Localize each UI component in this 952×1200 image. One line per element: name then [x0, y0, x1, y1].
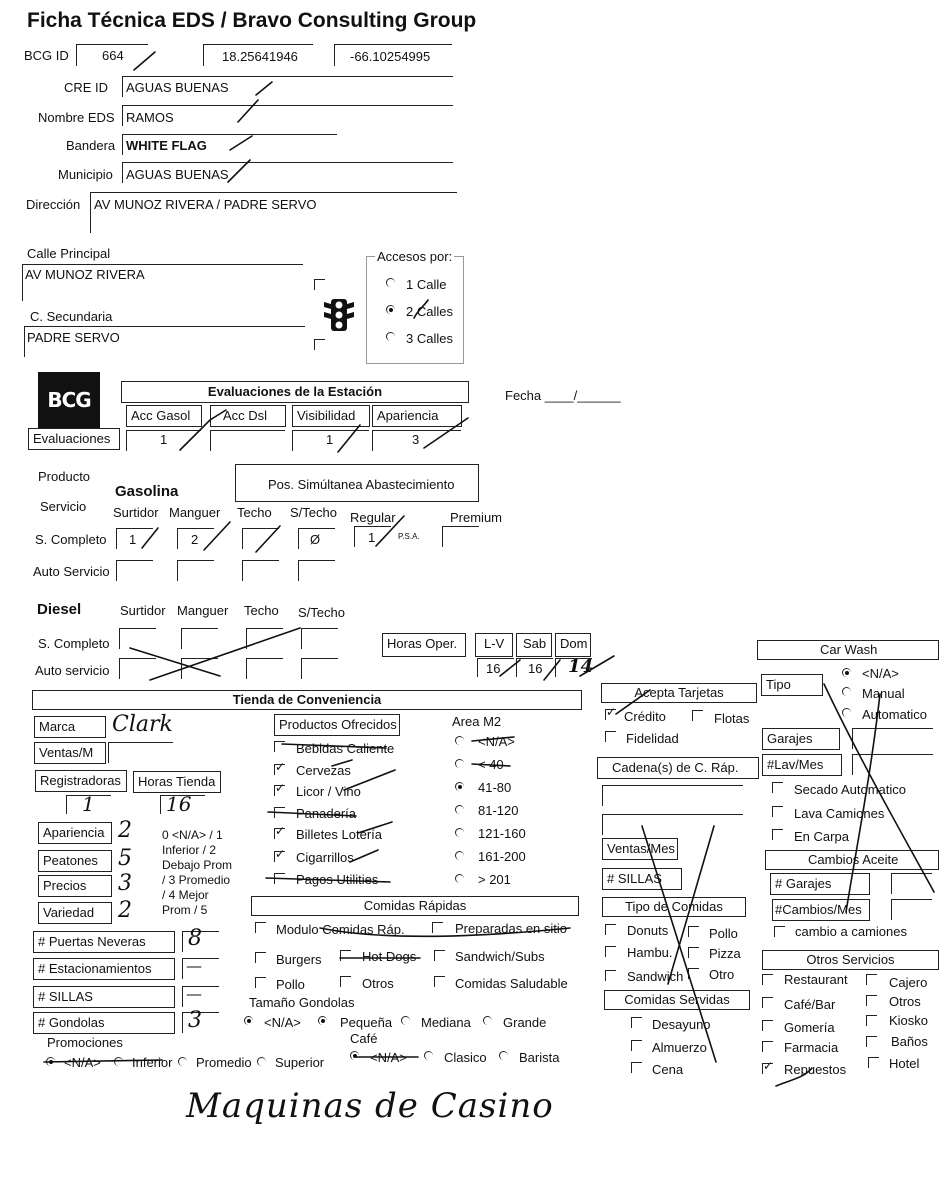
area-option-5: 161-200	[478, 849, 526, 864]
visibilidad-header: Visibilidad	[292, 405, 370, 427]
gondolas-radio-1[interactable]	[318, 1016, 327, 1025]
secado-label: Secado Automatico	[794, 782, 907, 797]
pos-simultanea-header: Pos. Simúltanea Abastecimiento	[235, 464, 479, 502]
pollo2-checkbox[interactable]	[688, 926, 699, 937]
desayuno-label: Desayuno	[652, 1017, 711, 1032]
otros2-label: Otros	[889, 994, 921, 1009]
cafe-radio-1[interactable]	[424, 1051, 433, 1060]
productos-header: Productos Ofrecidos	[274, 714, 400, 736]
saludable-checkbox[interactable]	[434, 976, 445, 987]
day-dom: Dom	[555, 633, 591, 657]
regular-value[interactable]: 1	[368, 530, 376, 545]
ventas-label: Ventas/M	[34, 742, 106, 764]
accesos-radio-2[interactable]	[386, 305, 395, 314]
gas-auto-manguer[interactable]	[177, 560, 214, 581]
calle-secundaria-label: C. Secundaria	[30, 309, 113, 324]
lava-camiones-label: Lava Camiones	[794, 806, 885, 821]
otros-servicios-header: Otros Servicios	[762, 950, 939, 970]
psa-note: P.S.A.	[398, 532, 420, 541]
hambu-checkbox[interactable]	[605, 946, 616, 957]
producto-cigarrillos: Cigarrillos	[296, 850, 354, 865]
garajes-value[interactable]	[852, 728, 933, 749]
secundaria-checkbox[interactable]	[314, 339, 325, 350]
regular-label: Regular	[350, 510, 396, 525]
hotdogs-label: Hot Dogs	[362, 949, 417, 964]
diesel-col-surtidor: Surtidor	[120, 603, 166, 618]
diesel-title: Diesel	[37, 601, 82, 618]
hours-dom[interactable]: 14	[568, 656, 594, 677]
producto-cervezas-checkbox[interactable]	[274, 764, 285, 775]
cambios-mes-label: #Cambios/Mes	[772, 899, 870, 921]
lav-mes-label: #Lav/Mes	[762, 754, 842, 776]
puertas-neveras-value[interactable]: 8	[188, 926, 202, 951]
producto-licor: Licor / Vino	[296, 784, 361, 799]
diesel-col-manguer: Manguer	[177, 603, 229, 618]
gasolina-title: Gasolina	[115, 483, 179, 500]
flotas-label: Flotas	[714, 711, 750, 726]
gondolas-value[interactable]: 3	[188, 1008, 202, 1033]
tipo-manual-radio[interactable]	[842, 687, 851, 696]
scale-line-2: Inferior / 2	[162, 843, 217, 857]
diesel-s-manguer[interactable]	[181, 628, 218, 649]
tipo-manual: Manual	[862, 686, 905, 701]
gas-s-completo-surtidor[interactable]: 1	[129, 532, 137, 547]
producto-bebidas: Bebidas Caliente	[296, 741, 395, 756]
camiones-checkbox[interactable]	[774, 926, 785, 937]
producto-billetes: Billetes Lotería	[296, 827, 382, 842]
promo-option-2: Promedio	[196, 1055, 252, 1070]
horas-oper-label: Horas Oper.	[382, 633, 466, 657]
cafe-bar-checkbox[interactable]	[762, 997, 773, 1008]
diesel-a-manguer[interactable]	[181, 658, 218, 679]
gondolas-option-3: Grande	[503, 1015, 547, 1030]
scale-line-1: 0 <N/A> / 1	[162, 828, 223, 842]
handwritten-note: Maquinas de Casino	[186, 1086, 554, 1126]
comidas-rapidas-header: Comidas Rápidas	[251, 896, 579, 916]
apariencia-header: Apariencia	[372, 405, 462, 427]
modulo-checkbox[interactable]	[255, 922, 266, 933]
cafe-option-0: <N/A>	[370, 1050, 407, 1065]
accesos-option-1: 1 Calle	[406, 277, 447, 292]
municipio-value[interactable]: AGUAS BUENAS	[126, 167, 229, 182]
horas-tienda-label: Horas Tienda	[133, 771, 221, 793]
hotel-checkbox[interactable]	[868, 1057, 879, 1068]
tipo-comidas-header: Tipo de Comidas	[602, 897, 746, 917]
cre-id-label: CRE ID	[64, 80, 109, 95]
area-option-4: 121-160	[478, 826, 526, 841]
cajero-label: Cajero	[889, 975, 928, 990]
pollo-label: Pollo	[276, 977, 305, 992]
rating-variedad-value[interactable]: 2	[118, 898, 132, 923]
calle-principal-value[interactable]: AV MUNOZ RIVERA	[25, 267, 145, 282]
area-option-0: <N/A>	[478, 734, 515, 749]
direccion-label: Dirección	[26, 197, 81, 212]
tipo-auto-radio[interactable]	[842, 708, 851, 717]
cre-id-value[interactable]: AGUAS BUENAS	[126, 80, 229, 95]
accesos-option-2: 2 Calles	[406, 304, 453, 319]
pizza-label: Pizza	[709, 946, 741, 961]
almuerzo-checkbox[interactable]	[631, 1040, 642, 1051]
otro-label: Otro	[709, 967, 735, 982]
bcg-id-value[interactable]: 664	[102, 48, 124, 63]
scale-line-6: Prom / 5	[162, 903, 208, 917]
traffic-light-icon	[322, 298, 356, 332]
gas-col-techo: Techo	[237, 505, 272, 520]
flotas-checkbox[interactable]	[692, 710, 703, 721]
day-sab: Sab	[516, 633, 552, 657]
gondolas-option-1: Pequeña	[340, 1015, 393, 1030]
producto-licor-checkbox[interactable]	[274, 785, 285, 796]
accesos-radio-1[interactable]	[386, 278, 395, 287]
longitude-value[interactable]: -66.10254995	[350, 49, 431, 64]
hambu-label: Hambu.	[627, 945, 673, 960]
hours-lv[interactable]: 16	[486, 661, 501, 676]
gas-s-completo-techo[interactable]	[242, 528, 279, 549]
rating-apariencia-value[interactable]: 2	[118, 818, 132, 843]
fecha-label[interactable]: Fecha ____/______	[505, 388, 621, 403]
diesel-s-techo[interactable]	[246, 628, 283, 649]
hours-sab[interactable]: 16	[528, 661, 543, 676]
area-radio-2[interactable]	[455, 782, 464, 791]
accesos-option-3: 3 Calles	[406, 331, 453, 346]
cadena-value-1[interactable]	[602, 785, 743, 806]
gas-col-stecho: S/Techo	[290, 505, 337, 520]
pollo2-label: Pollo	[709, 926, 738, 941]
registradoras-value[interactable]: 1	[82, 792, 95, 816]
area-option-6: > 201	[478, 872, 511, 887]
promo-radio-2[interactable]	[178, 1057, 187, 1066]
promociones-label: Promociones	[47, 1035, 123, 1050]
gondolas-radio-3[interactable]	[483, 1016, 492, 1025]
latitude-value[interactable]: 18.25641946	[222, 49, 298, 64]
cajero-checkbox[interactable]	[866, 974, 877, 985]
area-option-3: 81-120	[478, 803, 519, 818]
preparadas-label: Preparadas en sitio	[455, 921, 568, 936]
burgers-label: Burgers	[276, 952, 322, 967]
calle-secundaria-value[interactable]: PADRE SERVO	[27, 330, 120, 345]
garajes2-value[interactable]	[891, 873, 932, 894]
pollo-checkbox[interactable]	[255, 977, 266, 988]
credito-checkbox[interactable]	[605, 709, 616, 720]
cadena-label: Cadena(s) de C. Ráp.	[597, 757, 759, 779]
marca-label: Marca	[34, 716, 106, 738]
calle-principal-label: Calle Principal	[27, 246, 111, 261]
producto-billetes-checkbox[interactable]	[274, 828, 285, 839]
cena-checkbox[interactable]	[631, 1062, 642, 1073]
cafe-bar-label: Café/Bar	[784, 997, 836, 1012]
premium-label: Premium	[450, 510, 503, 525]
garajes2-label: # Garajes	[770, 873, 870, 895]
sillas-label: # SILLAS	[33, 986, 175, 1008]
apariencia-value[interactable]: 3	[412, 432, 420, 447]
bandera-value[interactable]: WHITE FLAG	[126, 138, 207, 153]
almuerzo-label: Almuerzo	[652, 1040, 707, 1055]
donuts-label: Donuts	[627, 923, 669, 938]
diesel-s-completo-label: S. Completo	[38, 636, 110, 651]
kiosko-checkbox[interactable]	[866, 1015, 877, 1026]
en-carpa-checkbox[interactable]	[772, 829, 783, 840]
gondolas-size-label: Tamaño Gondolas	[249, 995, 355, 1010]
producto-cigarrillos-checkbox[interactable]	[274, 851, 285, 862]
en-carpa-label: En Carpa	[794, 829, 849, 844]
acc-dsl-value[interactable]	[210, 430, 285, 451]
scale-line-5: / 4 Mejor	[162, 888, 209, 902]
diesel-s-stecho[interactable]	[301, 628, 338, 649]
sandwich2-checkbox[interactable]	[605, 970, 616, 981]
saludable-label: Comidas Saludable	[455, 976, 568, 991]
fidelidad-label: Fidelidad	[626, 731, 679, 746]
evaluaciones-row-label: Evaluaciones	[28, 428, 120, 450]
acc-gasol-value[interactable]: 1	[160, 432, 168, 447]
bcg-id-label: BCG ID	[24, 48, 69, 63]
principal-checkbox[interactable]	[314, 279, 325, 290]
bcg-logo: BCG	[38, 372, 100, 428]
sillas-value[interactable]: —	[186, 984, 202, 1003]
diesel-auto-servicio-label: Auto servicio	[35, 663, 110, 678]
estacionamientos-label: # Estacionamientos	[33, 958, 175, 980]
comidas-servidas-header: Comidas Servidas	[604, 990, 750, 1010]
gondolas-option-0: <N/A>	[264, 1015, 301, 1030]
form-title: Ficha Técnica EDS / Bravo Consulting Group	[27, 9, 477, 32]
producto-bebidas-checkbox[interactable]	[274, 741, 285, 752]
cafe-radio-0[interactable]	[350, 1051, 359, 1060]
cambios-aceite-header: Cambios Aceite	[765, 850, 939, 870]
diesel-a-techo[interactable]	[246, 658, 283, 679]
promo-radio-1[interactable]	[114, 1057, 123, 1066]
tienda-header: Tienda de Conveniencia	[32, 690, 582, 710]
puertas-neveras-label: # Puertas Neveras	[33, 931, 175, 953]
otros-label: Otros	[362, 976, 394, 991]
accesos-label: Accesos por:	[377, 249, 453, 264]
area-radio-3[interactable]	[455, 805, 464, 814]
credito-label: Crédito	[624, 709, 666, 724]
gas-auto-surtidor[interactable]	[116, 560, 153, 581]
desayuno-checkbox[interactable]	[631, 1017, 642, 1028]
gomeria-label: Gomería	[784, 1020, 835, 1035]
gas-auto-servicio-label: Auto Servicio	[33, 564, 110, 579]
rating-precios-value[interactable]: 3	[118, 871, 132, 896]
farmacia-checkbox[interactable]	[762, 1041, 773, 1052]
gas-auto-techo[interactable]	[242, 560, 279, 581]
producto-label: Producto	[38, 469, 91, 484]
car-wash-header: Car Wash	[757, 640, 939, 660]
burgers-checkbox[interactable]	[255, 952, 266, 963]
gondolas-radio-2[interactable]	[401, 1016, 410, 1025]
gondolas-label: # Gondolas	[33, 1012, 175, 1034]
gas-s-completo-manguer[interactable]: 2	[191, 532, 199, 547]
gas-col-surtidor: Surtidor	[113, 505, 159, 520]
rating-precios-label: Precios	[38, 875, 112, 897]
producto-pagos-checkbox[interactable]	[274, 873, 285, 884]
lava-camiones-checkbox[interactable]	[772, 806, 783, 817]
hotdogs-checkbox[interactable]	[340, 950, 351, 961]
servicio-label: Servicio	[40, 499, 87, 514]
promo-option-0: <N/A>	[64, 1055, 101, 1070]
modulo-label: Modulo Comidas Ráp.	[276, 922, 405, 937]
promo-option-1: Inferior	[132, 1055, 173, 1070]
tipo-na: <N/A>	[862, 666, 899, 681]
donuts-checkbox[interactable]	[605, 924, 616, 935]
producto-panaderia: Panadería	[296, 806, 356, 821]
area-radio-0[interactable]	[455, 736, 464, 745]
horas-tienda-value[interactable]: 16	[166, 792, 192, 816]
area-radio-4[interactable]	[455, 828, 464, 837]
scale-line-3: Debajo Prom	[162, 858, 233, 872]
rating-peatones-value[interactable]: 5	[118, 846, 132, 871]
evaluaciones-header: Evaluaciones de la Estación	[121, 381, 469, 403]
producto-panaderia-checkbox[interactable]	[274, 807, 285, 818]
ventas-mes-label: Ventas/Mes	[602, 838, 678, 860]
cafe-option-1: Clasico	[444, 1050, 487, 1065]
cambios-mes-value[interactable]	[891, 899, 932, 920]
car-wash-tipo-label: Tipo	[761, 674, 823, 696]
otro-checkbox[interactable]	[688, 968, 699, 979]
day-lv: L-V	[475, 633, 513, 657]
rating-variedad-label: Variedad	[38, 902, 112, 924]
restaurant-checkbox[interactable]	[762, 974, 773, 985]
pizza-checkbox[interactable]	[688, 947, 699, 958]
area-option-2: 41-80	[478, 780, 512, 795]
preparadas-checkbox[interactable]	[432, 922, 443, 933]
marca-value[interactable]: Clark	[112, 712, 173, 737]
tipo-na-radio[interactable]	[842, 668, 851, 677]
scale-line-4: / 3 Promedio	[162, 873, 231, 887]
gas-s-completo-stecho[interactable]: Ø	[310, 532, 321, 547]
otros-checkbox[interactable]	[340, 976, 351, 987]
sandwich2-label: Sandwich	[627, 969, 684, 984]
hotel-label: Hotel	[889, 1056, 920, 1071]
tipo-automatico: Automatico	[862, 707, 928, 722]
gas-col-manguer: Manguer	[169, 505, 221, 520]
area-radio-5[interactable]	[455, 851, 464, 860]
repuestos-checkbox[interactable]	[762, 1063, 773, 1074]
ventas-value[interactable]	[108, 742, 173, 763]
cafe-radio-2[interactable]	[499, 1051, 508, 1060]
nombre-value[interactable]: RAMOS	[126, 110, 174, 125]
promo-radio-0[interactable]	[46, 1057, 55, 1066]
gondolas-option-2: Mediana	[421, 1015, 471, 1030]
acc-gasol-header: Acc Gasol	[126, 405, 202, 427]
kiosko-label: Kiosko	[889, 1013, 929, 1028]
accesos-radio-3[interactable]	[386, 332, 395, 341]
gas-auto-stecho[interactable]	[298, 560, 335, 581]
cafe-option-2: Barista	[519, 1050, 560, 1065]
repuestos-label: Repuestos	[784, 1062, 847, 1077]
banos-checkbox[interactable]	[866, 1036, 877, 1047]
producto-pagos: Pagos Utilities	[296, 872, 379, 887]
cena-label: Cena	[652, 1062, 684, 1077]
garajes-label: Garajes	[762, 728, 840, 750]
registradoras-label: Registradoras	[35, 770, 127, 792]
rating-apariencia-label: Apariencia	[38, 822, 112, 844]
camiones-label: cambio a camiones	[795, 924, 907, 939]
c-sillas-label: # SILLAS	[602, 868, 682, 890]
secado-checkbox[interactable]	[772, 782, 783, 793]
otros2-checkbox[interactable]	[866, 995, 877, 1006]
fidelidad-checkbox[interactable]	[605, 731, 616, 742]
cadena-value-2[interactable]	[602, 814, 743, 835]
producto-cervezas: Cervezas	[296, 763, 351, 778]
premium-value[interactable]	[442, 526, 479, 547]
area-radio-1[interactable]	[455, 759, 464, 768]
promo-option-3: Superior	[275, 1055, 325, 1070]
promo-radio-3[interactable]	[257, 1057, 266, 1066]
lav-mes-value[interactable]	[852, 754, 933, 775]
nombre-label: Nombre EDS	[38, 110, 115, 125]
visibilidad-value[interactable]: 1	[326, 432, 334, 447]
sandwich-subs-label: Sandwich/Subs	[455, 949, 545, 964]
tarjetas-header: Acepta Tarjetas	[601, 683, 757, 703]
banos-label: Baños	[891, 1034, 928, 1049]
diesel-col-stecho: S/Techo	[298, 605, 345, 620]
sandwich-subs-checkbox[interactable]	[434, 950, 445, 961]
diesel-a-stecho[interactable]	[301, 658, 338, 679]
area-title: Area M2	[452, 714, 502, 729]
estacionamientos-value[interactable]: —	[186, 956, 202, 975]
gondolas-radio-0[interactable]	[244, 1016, 253, 1025]
cafe-label: Café	[350, 1031, 378, 1046]
rating-peatones-label: Peatones	[38, 850, 112, 872]
acc-dsl-header: Acc Dsl	[210, 405, 286, 427]
municipio-label: Municipio	[58, 167, 113, 182]
restaurant-label: Restaurant	[784, 972, 848, 987]
gas-s-completo-label: S. Completo	[35, 532, 107, 547]
bandera-label: Bandera	[66, 138, 116, 153]
diesel-a-surtidor[interactable]	[119, 658, 156, 679]
area-option-1: < 40	[478, 757, 504, 772]
diesel-col-techo: Techo	[244, 603, 279, 618]
diesel-s-surtidor[interactable]	[119, 628, 156, 649]
area-radio-6[interactable]	[455, 874, 464, 883]
farmacia-label: Farmacia	[784, 1040, 839, 1055]
gomeria-checkbox[interactable]	[762, 1020, 773, 1031]
direccion-value[interactable]: AV MUNOZ RIVERA / PADRE SERVO	[94, 197, 317, 212]
